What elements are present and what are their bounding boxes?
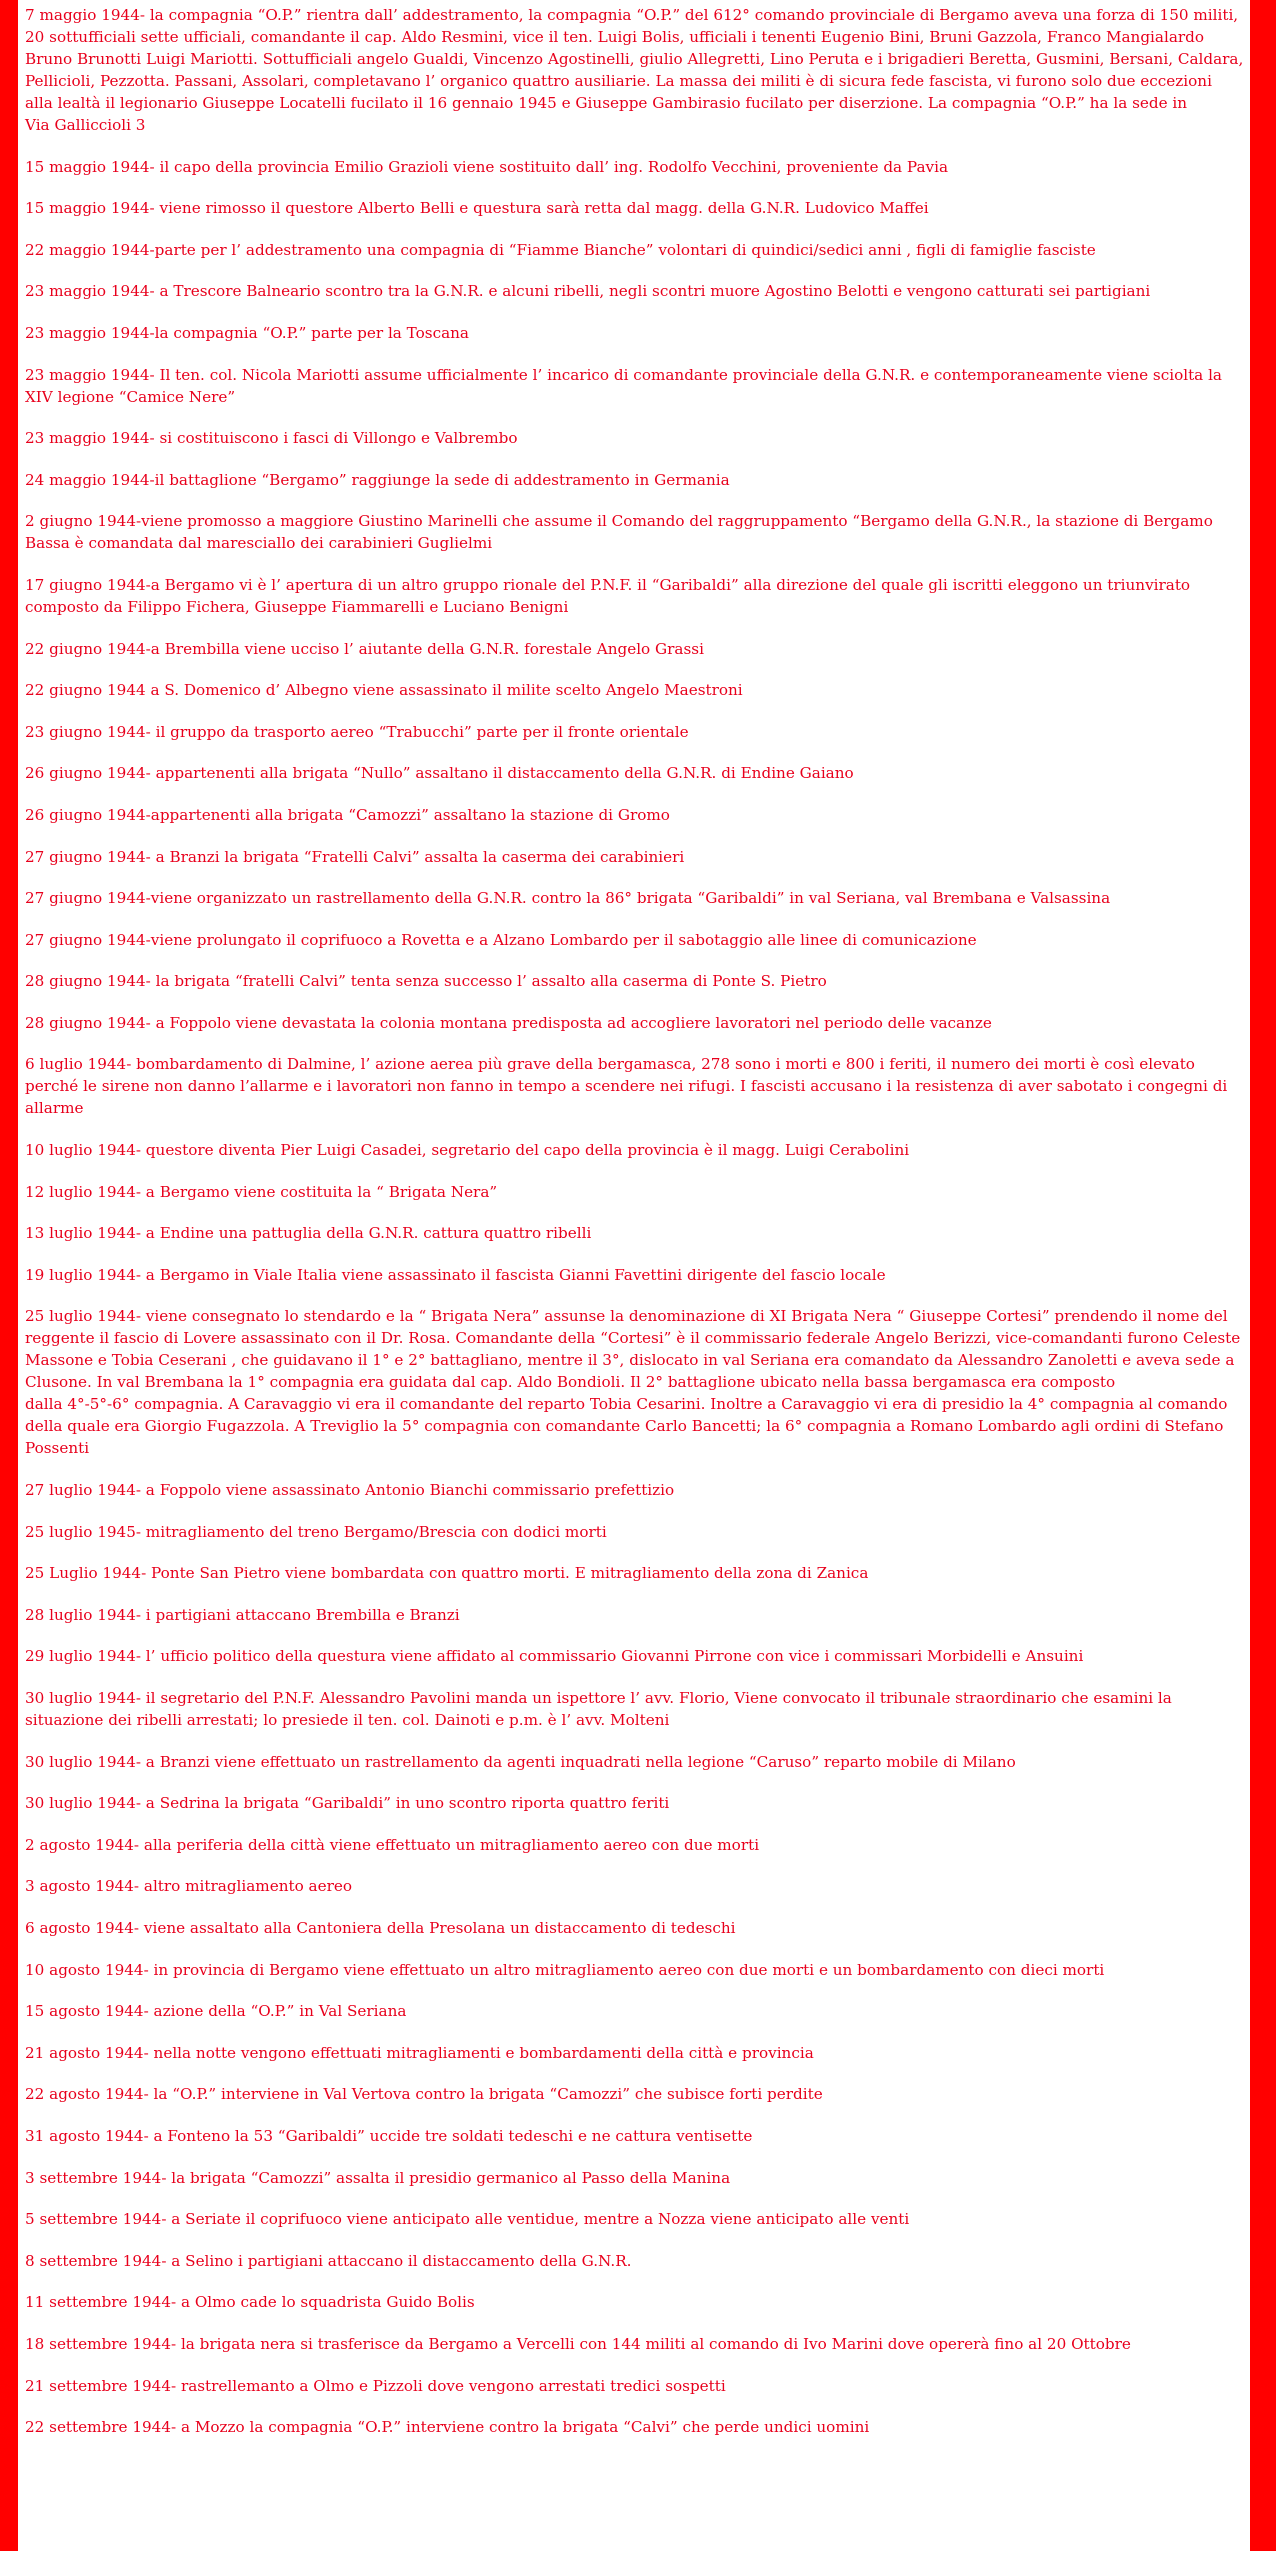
chronology-entry: 11 settembre 1944- a Olmo cade lo squadrista Guido Bolis — [25, 2293, 475, 2312]
chronology-entry: 27 giugno 1944- a Branzi la brigata “Fratelli Calvi” assalta la caserma dei carabinieri — [25, 847, 685, 866]
chronology-entry: 25 luglio 1944- viene consegnato lo stendardo e la “ Brigata Nera” assunse la denominazione di XI Brigata Nera “ Giuseppe Cortesi” prendendo il nome del reggente il fascio di Lovere assassinato con il Dr. Rosa. Comandante della “Cortesi” è il commissario federale Angelo Berizzi, vice-comandanti furono Celeste Massone e Tobia Ceserani , che guidavano il 1° e 2° battagliano, mentre il 3°, dislocato in val Seriana era comandato da Alessandro Zanoletti e aveva sede a Clusone. In val Brembana la 1° compagnia era guidata dal cap. Aldo Bondioli. Il 2° battaglione ubicato nella bassa bergamasca era composto dalla 4°-5°-6° compagnia. A Caravaggio vi era il comandante del reparto Tobia Cesarini. Inoltre a Caravaggio vi era di presidio la 4° compagnia al comando della quale era Giorgio Fugazzola. A Treviglio la 5° compagnia con comandante Carlo Bancetti; la 6° compagnia a Romano Lombardo agli ordini di Stefano Possenti — [25, 1307, 1241, 1458]
chronology-entry: 3 agosto 1944- altro mitragliamento aereo — [25, 1877, 352, 1896]
document-page — [18, 0, 1250, 2551]
chronology-entry: 30 luglio 1944- a Sedrina la brigata “Garibaldi” in uno scontro riporta quattro feriti — [25, 1794, 670, 1813]
chronology-entry: 15 maggio 1944- il capo della provincia Emilio Grazioli viene sostituito dall’ ing. Rodolfo Vecchini, proveniente da Pavia — [25, 157, 949, 176]
chronology-entry: 3 settembre 1944- la brigata “Camozzi” assalta il presidio germanico al Passo della Manina — [25, 2168, 731, 2187]
chronology-entry: 27 luglio 1944- a Foppolo viene assassinato Antonio Bianchi commissario prefettizio — [25, 1481, 675, 1500]
chronology-entry: 22 giugno 1944 a S. Domenico d’ Albegno viene assassinato il milite scelto Angelo Maestroni — [25, 681, 743, 700]
chronology-entry: 8 settembre 1944- a Selino i partigiani attaccano il distaccamento della G.N.R. — [25, 2251, 632, 2270]
chronology-entry: 15 agosto 1944- azione della “O.P.” in Val Seriana — [25, 2002, 407, 2021]
chronology-entry: 17 giugno 1944-a Bergamo vi è l’ apertura di un altro gruppo rionale del P.N.F. il “Garibaldi” alla direzione del quale gli iscritti eleggono un triunvirato composto da Filippo Fichera, Giuseppe Fiammarelli e Luciano Benigni — [25, 575, 1191, 616]
chronology-entry: 6 agosto 1944- viene assaltato alla Cantoniera della Presolana un distaccamento di tedeschi — [25, 1918, 736, 1937]
chronology-entry: 29 luglio 1944- l’ ufficio politico della questura viene affidato al commissario Giovanni Pirrone con vice i commissari Morbidelli e Ansuini — [25, 1647, 1084, 1666]
chronology-entry: 10 luglio 1944- questore diventa Pier Luigi Casadei, segretario del capo della provincia è il magg. Luigi Cerabolini — [25, 1141, 910, 1160]
chronology-entry: 31 agosto 1944- a Fonteno la 53 “Garibaldi” uccide tre soldati tedeschi e ne cattura ventisette — [25, 2126, 753, 2145]
chronology-entry: 15 maggio 1944- viene rimosso il questore Alberto Belli e questura sarà retta dal magg. della G.N.R. Ludovico Maffei — [25, 199, 929, 218]
chronology-entry: 23 maggio 1944-la compagnia “O.P.” parte per la Toscana — [25, 323, 469, 342]
chronology-entry: 23 maggio 1944- si costituiscono i fasci di Villongo e Valbrembo — [25, 429, 518, 448]
chronology-entry: 23 maggio 1944- Il ten. col. Nicola Mariotti assume ufficialmente l’ incarico di comandante provinciale della G.N.R. e contemporaneamente viene sciolta la XIV legione “Camice Nere” — [25, 365, 1222, 406]
chronology-entry: 22 maggio 1944-parte per l’ addestramento una compagnia di “Fiamme Bianche” volontari di quindici/sedici anni , figli di famiglie fasciste — [25, 240, 1096, 259]
chronology-entry: 22 settembre 1944- a Mozzo la compagnia “O.P.” interviene contro la brigata “Calvi” che perde undici uomini — [25, 2418, 870, 2437]
chronology-entry: 5 settembre 1944- a Seriate il coprifuoco viene anticipato alle ventidue, mentre a Nozza viene anticipato alle venti — [25, 2210, 910, 2229]
chronology-entry: 21 settembre 1944- rastrellemanto a Olmo e Pizzoli dove vengono arrestati tredici sospetti — [25, 2376, 726, 2395]
chronology-entry: 25 Luglio 1944- Ponte San Pietro viene bombardata con quattro morti. E mitragliamento della zona di Zanica — [25, 1564, 869, 1583]
chronology-entry: 19 luglio 1944- a Bergamo in Viale Italia viene assassinato il fascista Gianni Favettini dirigente del fascio locale — [25, 1265, 886, 1284]
chronology-entry: 2 giugno 1944-viene promosso a maggiore Giustino Marinelli che assume il Comando del raggruppamento “Bergamo della G.N.R., la stazione di Bergamo Bassa è comandata dal maresciallo dei carabinieri Guglielmi — [25, 512, 1213, 553]
chronology-entry: 23 giugno 1944- il gruppo da trasporto aereo “Trabucchi” parte per il fronte orientale — [25, 722, 689, 741]
chronology-entry: 13 luglio 1944- a Endine una pattuglia della G.N.R. cattura quattro ribelli — [25, 1224, 592, 1243]
chronology-entry: 2 agosto 1944- alla periferia della città viene effettuato un mitragliamento aereo con due morti — [25, 1835, 760, 1854]
chronology-entry: 28 giugno 1944- a Foppolo viene devastata la colonia montana predisposta ad accogliere lavoratori nel periodo delle vacanze — [25, 1013, 992, 1032]
chronology-entry: 26 giugno 1944- appartenenti alla brigata “Nullo” assaltano il distaccamento della G.N.R. di Endine Gaiano — [25, 764, 854, 783]
chronology-entry: 10 agosto 1944- in provincia di Bergamo viene effettuato un altro mitragliamento aereo con due morti e un bombardamento con dieci morti — [25, 1960, 1105, 1979]
chronology-entry: 27 giugno 1944-viene prolungato il coprifuoco a Rovetta e a Alzano Lombardo per il sabotaggio alle linee di comunicazione — [25, 930, 977, 949]
chronology-entry: 22 giugno 1944-a Brembilla viene ucciso l’ aiutante della G.N.R. forestale Angelo Grassi — [25, 639, 704, 658]
chronology-entry: 25 luglio 1945- mitragliamento del treno Bergamo/Brescia con dodici morti — [25, 1522, 607, 1541]
chronology-entry: 22 agosto 1944- la “O.P.” interviene in Val Vertova contro la brigata “Camozzi” che subisce forti perdite — [25, 2085, 823, 2104]
chronology-entry: 18 settembre 1944- la brigata nera si trasferisce da Bergamo a Vercelli con 144 militi al comando di Ivo Marini dove opererà fino al 20 Ottobre — [25, 2334, 1131, 2353]
chronology-entry: 30 luglio 1944- il segretario del P.N.F. Alessandro Pavolini manda un ispettore l’ avv. Florio, Viene convocato il tribunale straordinario che esamini la situazione dei ribelli arrestati; lo presiede il ten. col. Dainoti e p.m. è l’ avv. Molteni — [25, 1689, 1172, 1729]
chronology-entry: 26 giugno 1944-appartenenti alla brigata “Camozzi” assaltano la stazione di Gromo — [25, 805, 670, 824]
chronology-entry: 21 agosto 1944- nella notte vengono effettuati mitragliamenti e bombardamenti della città e provincia — [25, 2043, 814, 2062]
chronology-entry: 27 giugno 1944-viene organizzato un rastrellamento della G.N.R. contro la 86° brigata “Garibaldi” in val Seriana, val Brembana e Valsassina — [25, 889, 1111, 908]
chronology-entry: 23 maggio 1944- a Trescore Balneario scontro tra la G.N.R. e alcuni ribelli, negli scontri muore Agostino Belotti e vengono catturati sei partigiani — [25, 282, 1151, 301]
chronology-entry: 28 giugno 1944- la brigata “fratelli Calvi” tenta senza successo l’ assalto alla caserma di Ponte S. Pietro — [25, 972, 827, 991]
chronology-entry: 7 maggio 1944- la compagnia “O.P.” rientra dall’ addestramento, la compagnia “O.P.” del 612° comando provinciale di Bergamo aveva una forza di 150 militi, 20 sottufficiali sette ufficiali, comandante il cap. Aldo Resmini, vice il ten. Luigi Bolis, ufficiali i tenenti Eugenio Bini, Bruni Gazzola, Franco Mangialardo Bruno Brunotti Luigi Mariotti. Sottufficiali angelo Gualdi, Vincenzo Agostinelli, giulio Allegretti, Lino Peruta e i brigadieri Beretta, Gusmini, Bersani, Caldara, Pellicioli, Pezzotta. Passani, Assolari, completavano l’ organico quattro ausiliarie. La massa dei militi è di sicura fede fascista, vi furono solo due eccezioni alla lealtà il legionario Giuseppe Locatelli fucilato il 16 gennaio 1945 e Giuseppe Gambirasio fucilato per diserzione. La compagnia “O.P.” ha la sede in Via Galliccioli 3 — [25, 6, 1244, 134]
chronology-entry: 24 maggio 1944-il battaglione “Bergamo” raggiunge la sede di addestramento in Germania — [25, 470, 730, 489]
chronology-entry: 6 luglio 1944- bombardamento di Dalmine, l’ azione aerea più grave della bergamasca, 278 sono i morti e 800 i feriti, il numero dei morti è così elevato perché le sirene non danno l’allarme e i lavoratori non fanno in tempo a scendere nei rifugi. I fascisti accusano i la resistenza di aver sabotato i congegni di allarme — [25, 1055, 1228, 1118]
chronology-entry: 30 luglio 1944- a Branzi viene effettuato un rastrellamento da agenti inquadrati nella legione “Caruso” reparto mobile di Milano — [25, 1752, 1016, 1771]
chronology-entry: 28 luglio 1944- i partigiani attaccano Brembilla e Branzi — [25, 1605, 460, 1624]
chronology-entry: 12 luglio 1944- a Bergamo viene costituita la “ Brigata Nera” — [25, 1182, 498, 1201]
